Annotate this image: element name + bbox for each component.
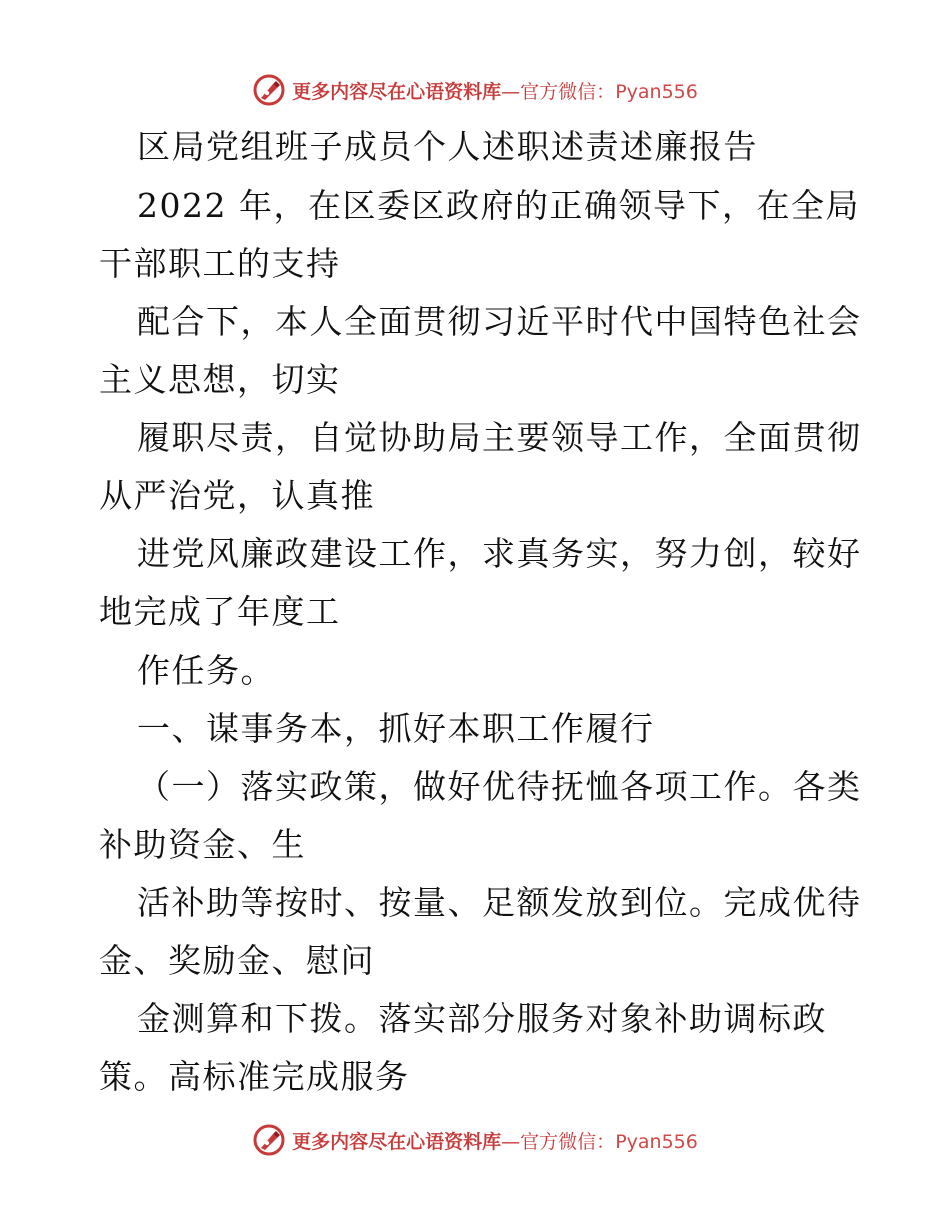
paragraph-line: 主义思想，切实	[99, 360, 341, 399]
watermark-site: 更多内容尽在心语资料库	[292, 1130, 502, 1153]
paragraph-line: 从严治党，认真推	[99, 476, 375, 515]
watermark-site: 更多内容尽在心语资料库	[292, 80, 502, 103]
section-heading: 一、谋事务本，抓好本职工作履行	[137, 709, 655, 748]
paragraph-line: 地完成了年度工	[99, 592, 341, 631]
watermark-dash: —	[501, 80, 521, 103]
paragraph-line: 补助资金、生	[99, 825, 306, 864]
watermark-banner-top	[0, 70, 950, 110]
paragraph-line: 金测算和下拨。落实部分服务对象补助调标政	[137, 999, 827, 1038]
watermark-text	[292, 1127, 698, 1154]
watermark-text	[292, 77, 698, 104]
paragraph-line: 策。高标准完成服务	[99, 1057, 410, 1096]
document-title: 区局党组班子成员个人述职述责述廉报告	[137, 127, 758, 166]
watermark-handle: Pyan556	[615, 80, 698, 103]
paragraph-line: 2022 年，在区委区政府的正确领导下，在全局	[137, 186, 860, 225]
paragraph-line: 干部职工的支持	[99, 244, 341, 283]
paragraph-line: 进党风廉政建设工作，求真务实，努力创，较好	[137, 534, 862, 573]
watermark-wechat-label: 官方微信：	[520, 80, 616, 103]
paragraph-line: 金、奖励金、慰问	[99, 941, 375, 980]
paragraph-line: （一）落实政策，做好优待抚恤各项工作。各类	[137, 767, 862, 806]
watermark-dash: —	[501, 1130, 521, 1153]
paragraph-line: 履职尽责，自觉协助局主要领导工作，全面贯彻	[137, 418, 862, 457]
paragraph-line: 配合下，本人全面贯彻习近平时代中国特色社会	[137, 302, 862, 341]
watermark-handle: Pyan556	[615, 1130, 698, 1153]
paragraph-line: 活补助等按时、按量、足额发放到位。完成优待	[137, 883, 862, 922]
pen-logo-icon	[252, 73, 286, 107]
watermark-wechat-label: 官方微信：	[520, 1130, 616, 1153]
pen-logo-icon	[252, 1123, 286, 1157]
watermark-banner-bottom	[0, 1120, 950, 1160]
paragraph-line: 作任务。	[137, 651, 275, 690]
